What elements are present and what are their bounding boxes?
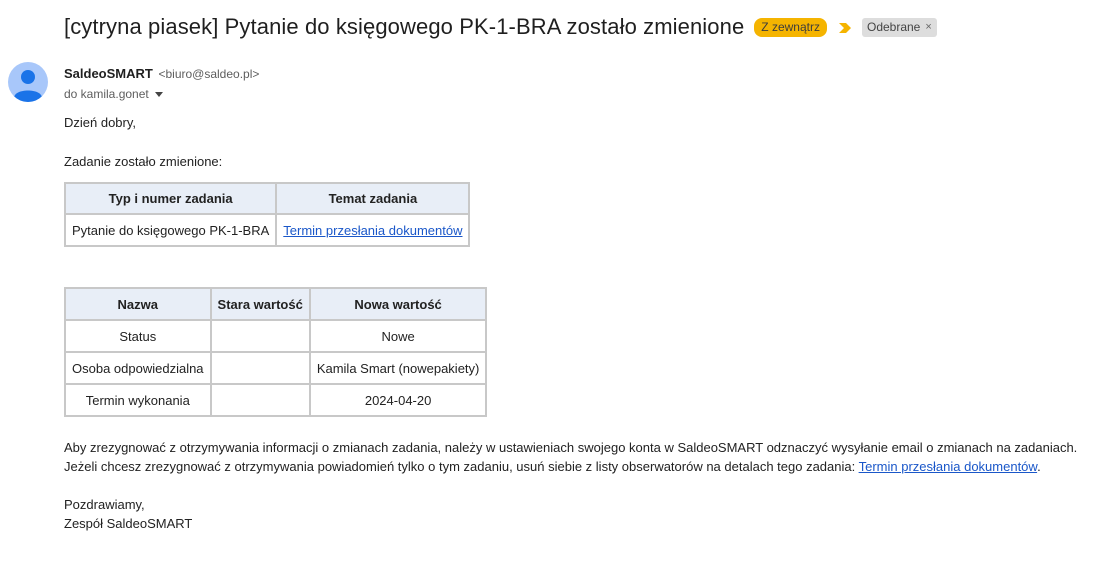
person-icon <box>8 62 48 102</box>
greeting: Dzień dobry, <box>64 115 137 130</box>
label-chip-inbox[interactable] <box>862 18 937 37</box>
info-line-1: Aby zrezygnować z otrzymywania informacji o zmianach zadania, należy w ustawieniach swojego konta w SaldeoSMART odznaczyć wysyłanie email o zmianach na zadaniach. <box>64 440 1078 455</box>
recipient-line <box>64 86 259 102</box>
task-table-header: Temat zadania <box>276 183 469 214</box>
chevron-down-icon[interactable] <box>155 92 163 97</box>
subject-row <box>64 14 937 40</box>
change-name-cell: Status <box>65 320 211 352</box>
external-sender-badge[interactable]: Z zewnątrz <box>754 18 827 37</box>
task-detail-link[interactable]: Termin przesłania dokumentów <box>858 459 1038 474</box>
change-old-cell <box>211 384 310 416</box>
changes-table-header: Nowa wartość <box>310 288 487 320</box>
sender-avatar[interactable] <box>8 62 48 102</box>
info-line-2-suffix: . <box>1037 459 1041 474</box>
label-chip-text: Odebrane <box>866 19 921 34</box>
remove-label-icon[interactable]: × <box>925 20 932 33</box>
change-name-cell: Osoba odpowiedzialna <box>65 352 211 384</box>
task-type-cell: Pytanie do księgowego PK-1-BRA <box>65 214 276 246</box>
table-row <box>65 352 486 384</box>
sender-line <box>64 66 259 82</box>
changes-table-header: Stara wartość <box>211 288 310 320</box>
info-line-2 <box>64 457 1077 476</box>
table-row <box>65 214 469 246</box>
table-row <box>65 320 486 352</box>
email-subject: [cytryna piasek] Pytanie do księgowego PK-1-BRA zostało zmienione <box>64 14 745 39</box>
changes-table <box>64 287 487 417</box>
changes-table-header: Nazwa <box>65 288 211 320</box>
change-name-cell: Termin wykonania <box>65 384 211 416</box>
task-table-header: Typ i numer zadania <box>65 183 276 214</box>
sender-email: <biuro@saldeo.pl> <box>158 67 260 81</box>
change-old-cell <box>211 320 310 352</box>
table-row <box>65 384 486 416</box>
change-old-cell <box>211 352 310 384</box>
closing: Pozdrawiamy, <box>64 497 145 512</box>
task-table <box>64 182 470 247</box>
change-new-cell: Nowe <box>310 320 487 352</box>
importance-marker-icon[interactable] <box>838 21 852 33</box>
email-body <box>64 113 1077 533</box>
unsubscribe-info <box>64 438 1077 476</box>
intro-text: Zadanie zostało zmienione: <box>64 154 223 169</box>
recipient-text: do kamila.gonet <box>64 87 149 101</box>
info-line-2-text: Jeżeli chcesz zrezygnować z otrzymywania powiadomień tylko o tym zadaniu, usuń siebie z listy obserwatorów na detalach tego zadania: <box>64 459 859 474</box>
signature: Zespół SaldeoSMART <box>64 516 193 531</box>
sender-name[interactable]: SaldeoSMART <box>64 66 153 81</box>
change-new-cell: 2024-04-20 <box>310 384 487 416</box>
task-topic-cell <box>276 214 469 246</box>
sender-block <box>64 66 259 102</box>
change-new-cell: Kamila Smart (nowepakiety) <box>310 352 487 384</box>
signature-block <box>64 495 1077 533</box>
task-topic-link[interactable]: Termin przesłania dokumentów <box>283 222 463 238</box>
